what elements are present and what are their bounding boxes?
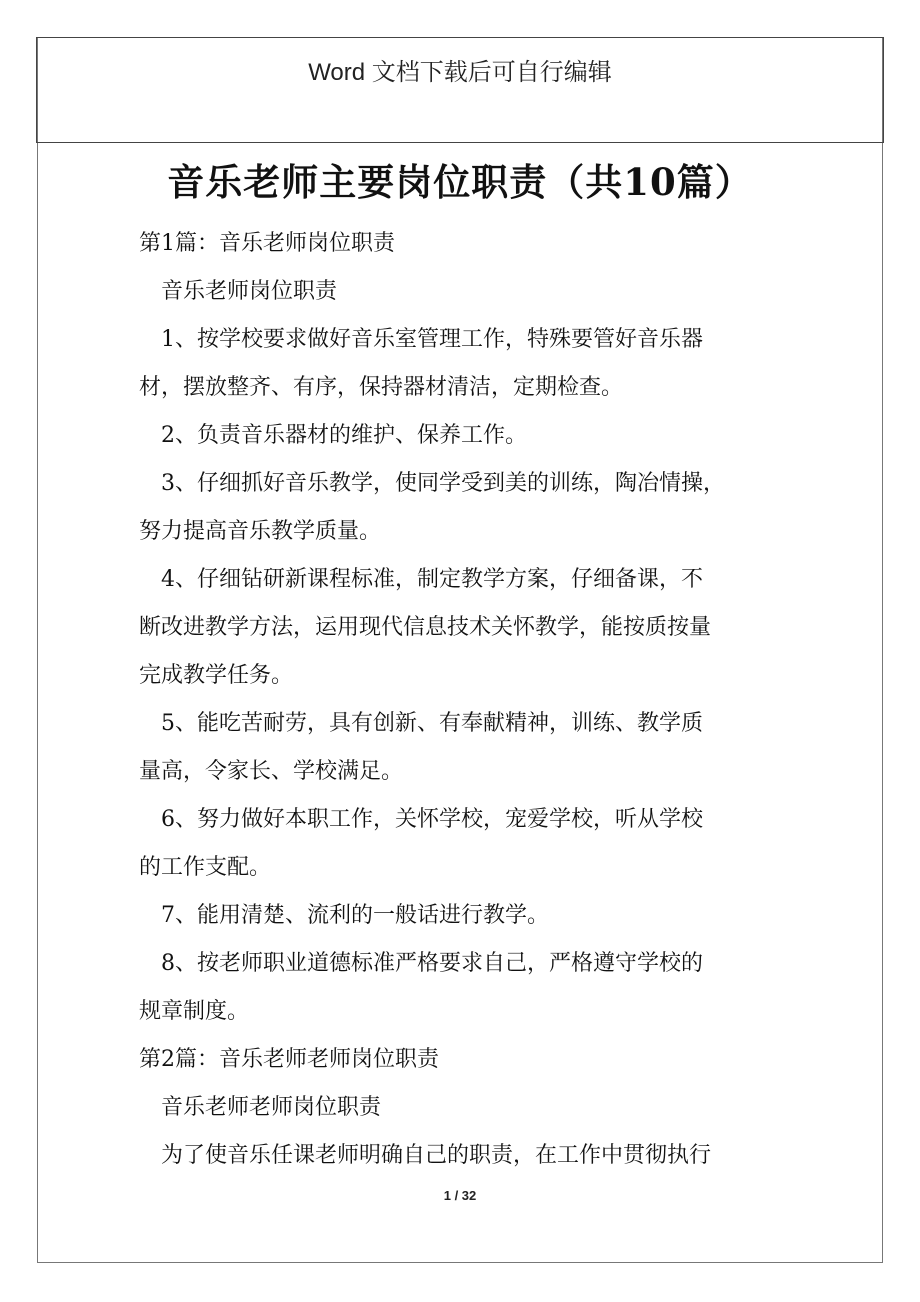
page-indicator: 1 / 32 [443,1188,477,1203]
document-body [139,220,784,1180]
header-box [36,37,884,143]
paragraph-line: 为了使音乐任课老师明确自己的职责，在工作中贯彻执行 [161,1143,712,1168]
paragraph-line: 的工作支配。 [139,855,272,880]
paragraph-line: 完成教学任务。 [139,663,294,688]
paragraph-line: 音乐老师岗位职责 [161,279,338,304]
paragraph-line: 6、努力做好本职工作，关怀学校，宠爱学校，听从学校 [161,807,703,832]
paragraph-line: 5、能吃苦耐劳，具有创新、有奉献精神，训练、教学质 [161,711,703,736]
paragraph-line: 规章制度。 [139,999,250,1024]
paragraph-line: 7、能用清楚、流利的一般话进行教学。 [161,903,549,928]
paragraph-line: 8、按老师职业道德标准严格要求自己，严格遵守学校的 [161,951,703,976]
paragraph-line: 3、仔细抓好音乐教学，使同学受到美的训练，陶冶情操， [161,471,725,496]
paragraph-line: 音乐老师老师岗位职责 [161,1095,382,1120]
paragraph-line: 1、按学校要求做好音乐室管理工作，特殊要管好音乐器 [161,327,703,352]
section-heading: 第2篇：音乐老师老师岗位职责 [139,1047,439,1072]
paragraph-line: 4、仔细钻研新课程标准，制定教学方案，仔细备课，不 [161,567,703,592]
section-heading: 第1篇：音乐老师岗位职责 [139,231,395,256]
paragraph-line: 断改进教学方法，运用现代信息技术关怀教学，能按质按量 [139,615,712,640]
paragraph-line: 材，摆放整齐、有序，保持器材清洁，定期检查。 [139,375,624,400]
paragraph-line: 努力提高音乐教学质量。 [139,519,382,544]
paragraph-line: 量高，令家长、学校满足。 [139,759,404,784]
document-title: 音乐老师主要岗位职责（共10篇） [167,160,753,204]
paragraph-line: 2、负责音乐器材的维护、保养工作。 [161,423,527,448]
header-text: Word 文档下载后可自行编辑 [308,59,612,86]
